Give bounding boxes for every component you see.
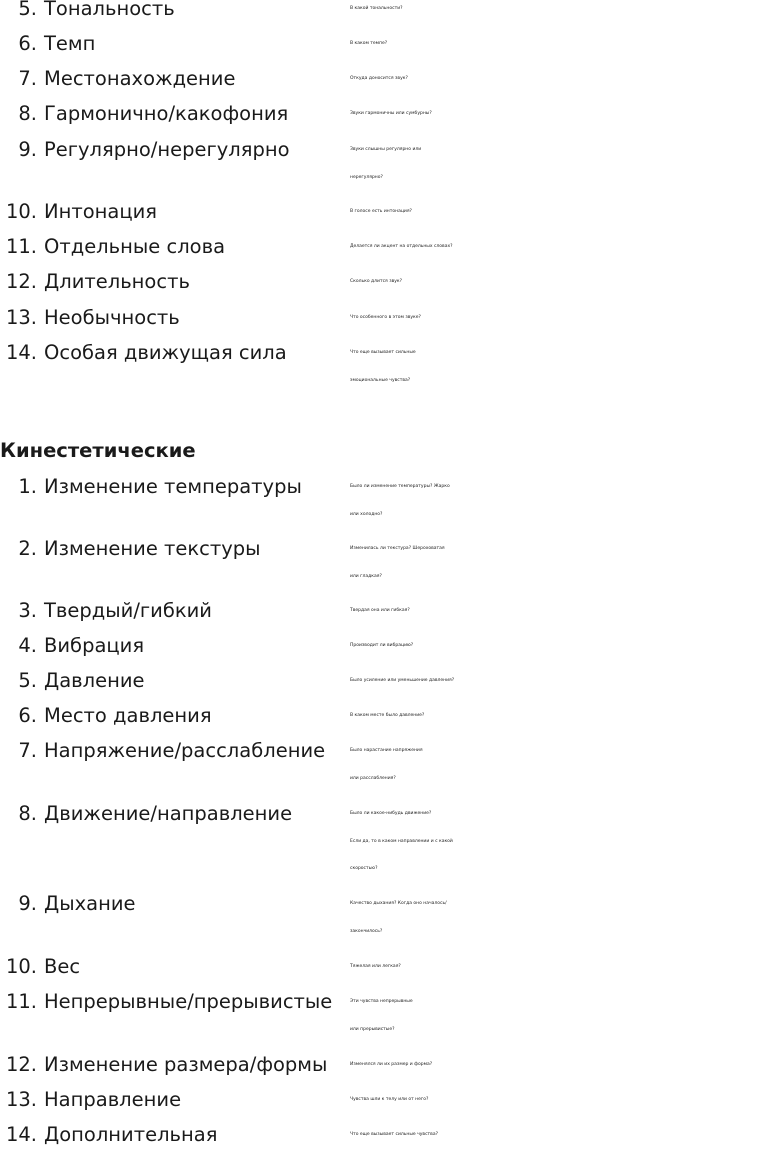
item-label: Непрерывные/прерывистые xyxy=(44,990,333,1013)
item-question xyxy=(350,339,776,394)
item-question xyxy=(350,737,776,792)
item-label: Местонахождение xyxy=(44,67,236,90)
item-label: Давление xyxy=(44,669,145,692)
question-line: Что особенного в этом звуке? xyxy=(350,315,421,320)
item-label: Вес xyxy=(44,955,81,978)
item-number: 9. xyxy=(18,892,37,915)
question-line: В голосе есть интонация? xyxy=(350,209,412,214)
item-number: 8. xyxy=(18,102,37,125)
question-line: Качество дыхания? Когда оно началось/ xyxy=(350,901,447,906)
item-number: 5. xyxy=(18,669,37,692)
question-line: Изменилась ли текстура? Шероховатая xyxy=(350,546,445,551)
question-line: Эти чувства непрерывные xyxy=(350,999,413,1004)
item-question xyxy=(350,136,776,191)
item-number: 4. xyxy=(18,634,37,657)
item-number: 12. xyxy=(5,270,37,293)
item-question xyxy=(350,702,776,730)
question-line: Изменялся ли их размер и форма? xyxy=(350,1062,433,1067)
question-line: Если да, то в каком направлении и с какой xyxy=(350,838,453,844)
item-number: 11. xyxy=(5,235,37,258)
item-question xyxy=(350,233,776,261)
question-line: эмоциональные чувства? xyxy=(350,377,411,383)
item-number: 11. xyxy=(5,990,37,1013)
item-label: Дыхание xyxy=(44,892,136,915)
item-question xyxy=(350,1051,776,1079)
question-line: нерегулярно? xyxy=(350,174,383,180)
item-number: 5. xyxy=(18,0,37,20)
item-label: Вибрация xyxy=(44,634,145,657)
item-question xyxy=(350,30,776,58)
question-line: или расслабления? xyxy=(350,775,396,781)
item-number: 6. xyxy=(18,32,37,55)
item-number: 7. xyxy=(18,739,37,762)
item-label: Изменение размера/формы xyxy=(44,1053,328,1076)
item-number: 13. xyxy=(5,306,37,329)
question-line: Твердая она или гибкая? xyxy=(350,608,410,613)
item-number: 10. xyxy=(5,955,37,978)
item-label: Тональность xyxy=(44,0,175,20)
item-number: 3. xyxy=(18,599,37,622)
item-number: 14. xyxy=(5,341,37,364)
item-question xyxy=(350,268,776,296)
question-line: Звуки слышны регулярно или xyxy=(350,147,422,152)
item-question xyxy=(350,1086,776,1114)
item-label: Гармонично/какофония xyxy=(44,102,289,125)
item-number: 13. xyxy=(5,1088,37,1111)
item-label: Дополнительная xyxy=(44,1123,218,1146)
question-line: В какой тональности? xyxy=(350,6,403,11)
section-heading-kinesthetic: Кинестетические xyxy=(0,439,196,462)
item-label: Регулярно/нерегулярно xyxy=(44,138,290,161)
item-question xyxy=(350,198,776,226)
question-line: скоростью? xyxy=(350,866,378,871)
item-number: 9. xyxy=(18,138,37,161)
item-number: 14. xyxy=(5,1123,37,1146)
question-line: Было нарастание напряжения xyxy=(350,748,423,753)
item-question xyxy=(350,667,776,695)
item-number: 1. xyxy=(18,475,37,498)
item-label: Движение/направление xyxy=(44,802,293,825)
item-number: 7. xyxy=(18,67,37,90)
question-line: Делается ли акцент на отдельных словах? xyxy=(350,244,453,249)
question-line: или гладкая? xyxy=(350,573,382,579)
item-question xyxy=(350,100,776,128)
item-label: Твердый/гибкий xyxy=(44,599,212,622)
item-number: 2. xyxy=(18,537,37,560)
item-question xyxy=(350,953,776,981)
question-line: или холодно? xyxy=(350,511,383,517)
item-question xyxy=(350,65,776,93)
question-line: Сколько длится звук? xyxy=(350,279,403,284)
item-label: Изменение текстуры xyxy=(44,537,261,560)
item-number: 6. xyxy=(18,704,37,727)
question-line: Было ли изменение температуры? Жарко xyxy=(350,484,450,489)
question-line: Что еще вызывает сильные xyxy=(350,350,416,355)
item-label: Темп xyxy=(44,32,96,55)
item-question xyxy=(350,988,776,1043)
question-line: закончилось? xyxy=(350,928,383,934)
item-label: Отдельные слова xyxy=(44,235,226,258)
question-line: Было усиление или уменьшение давления? xyxy=(350,678,455,683)
item-question xyxy=(350,890,776,945)
question-line: Откуда доносится звук? xyxy=(350,76,408,81)
item-question xyxy=(350,473,776,528)
item-question xyxy=(350,597,776,625)
item-label: Напряжение/расслабление xyxy=(44,739,326,762)
question-line: Тяжелая или легкая? xyxy=(350,964,401,969)
item-label: Направление xyxy=(44,1088,182,1111)
item-question xyxy=(350,535,776,590)
question-line: В каком темпе? xyxy=(350,41,388,46)
item-number: 8. xyxy=(18,802,37,825)
item-number: 12. xyxy=(5,1053,37,1076)
item-question xyxy=(350,1121,776,1149)
item-question xyxy=(350,632,776,660)
question-line: Производит ли вибрацию? xyxy=(350,643,414,648)
item-label: Место давления xyxy=(44,704,212,727)
item-label: Особая движущая сила xyxy=(44,341,287,364)
question-line: или прерывистые? xyxy=(350,1026,395,1032)
item-label: Длительность xyxy=(44,270,190,293)
question-line: В каком месте было давление? xyxy=(350,713,425,718)
item-question xyxy=(350,800,776,883)
question-line: Было ли какое-нибудь движение? xyxy=(350,811,432,816)
item-label: Интонация xyxy=(44,200,158,223)
question-line: Чувства шли к телу или от него? xyxy=(350,1097,429,1102)
question-line: Что еще вызывает сильные чувства? xyxy=(350,1132,438,1137)
item-question xyxy=(350,304,776,332)
item-label: Изменение температуры xyxy=(44,475,302,498)
item-question xyxy=(350,0,776,23)
question-line: Звуки гармоничны или сумбурны? xyxy=(350,111,432,116)
item-number: 10. xyxy=(5,200,37,223)
item-label: Необычность xyxy=(44,306,180,329)
